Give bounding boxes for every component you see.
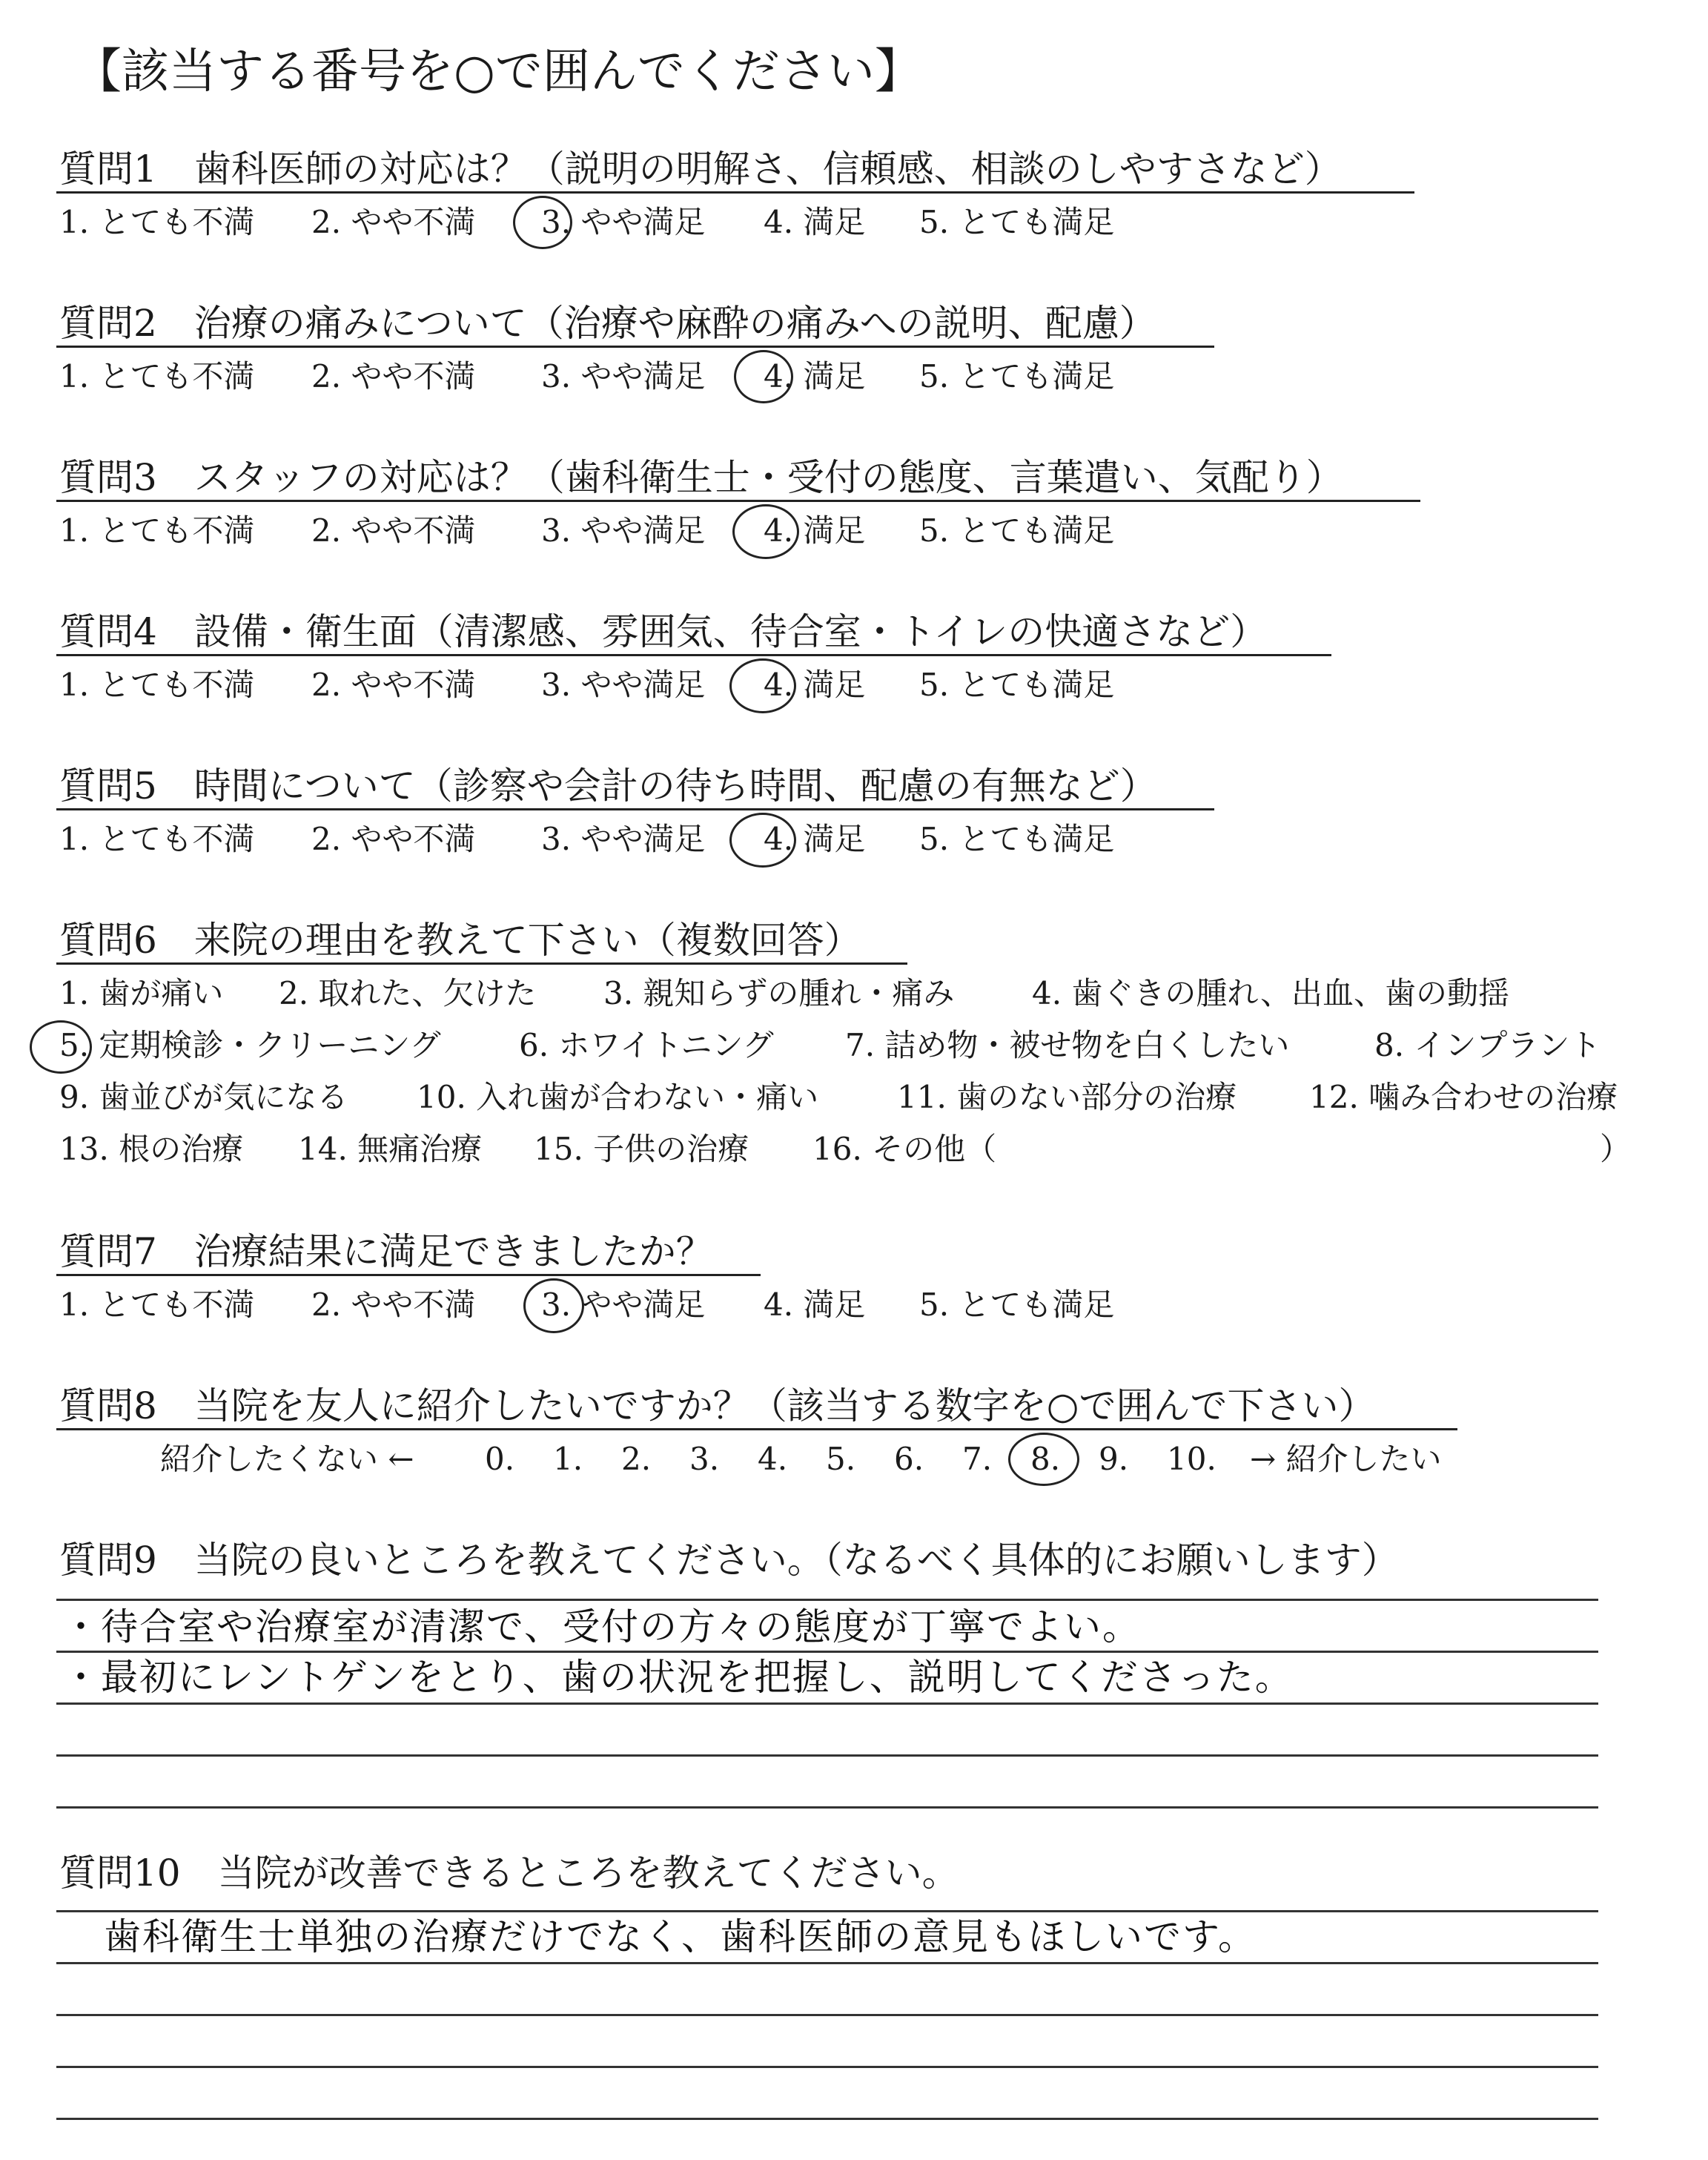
q8-selection-circle [1008,1433,1079,1486]
q6-option-9[interactable]: 9. 歯並びが気になる [59,1079,348,1115]
q5-selection-circle [729,813,796,868]
q3-option-1[interactable]: 1. とても不満 [59,512,255,549]
q1-option-4[interactable]: 4. 満足 [764,204,866,240]
q7-option-3[interactable]: 3. やや満足 [541,1287,706,1323]
q4-option-4[interactable]: 4. 満足 [764,667,866,703]
question-4-title: 質問4 設備・衛生面（清潔感、雰囲気、待合室・トイレの快適さなど） [59,610,1268,653]
q3-option-5[interactable]: 5. とても満足 [919,512,1115,549]
q9-answer-line-5 [56,1806,1598,1809]
question-6-title: 質問6 来院の理由を教えて下さい（複数回答） [59,919,861,962]
q10-answer-line-5 [56,2118,1598,2120]
q4-option-2[interactable]: 2. やや不満 [311,667,476,703]
q5-option-2[interactable]: 2. やや不満 [311,821,476,857]
q7-option-4[interactable]: 4. 満足 [764,1287,866,1323]
question-7-underline [56,1274,761,1276]
question-9-title: 質問9 当院の良いところを教えてください。（なるべく具体的にお願いします） [59,1539,1399,1582]
q2-option-1[interactable]: 1. とても不満 [59,358,255,394]
q6-option-2[interactable]: 2. 取れた、欠けた [279,975,537,1011]
question-5-underline [56,808,1214,810]
q8-right-label: → 紹介したい [1250,1441,1442,1477]
question-1-underline [56,191,1414,194]
question-7-title: 質問7 治療結果に満足できましたか？ [59,1230,713,1273]
question-2-options [59,356,1245,397]
q6-option-3[interactable]: 3. 親知らずの腫れ・痛み [603,975,955,1011]
question-8-title: 質問8 当院を友人に紹介したいですか？（該当する数字を○で囲んで下さい） [59,1384,1376,1427]
q3-option-2[interactable]: 2. やや不満 [311,512,476,549]
q6-option-7[interactable]: 7. 詰め物・被せ物を白くしたい [845,1027,1290,1063]
q8-scale-10[interactable]: 10. [1167,1441,1217,1477]
q7-option-1[interactable]: 1. とても不満 [59,1287,255,1323]
q9-answer-line-4 [56,1754,1598,1757]
q8-scale-4[interactable]: 4. [758,1441,788,1477]
q8-scale-9[interactable]: 9. [1099,1441,1129,1477]
q8-scale-2[interactable]: 2. [621,1441,652,1477]
question-2-underline [56,346,1214,348]
q10-handwritten-answer-1: 歯科衛生士単独の治療だけでなく、歯科医師の意見もほしいです。 [104,1915,1257,1958]
q1-option-2[interactable]: 2. やや不満 [311,204,476,240]
q4-option-1[interactable]: 1. とても不満 [59,667,255,703]
q7-selection-circle [523,1278,584,1333]
q10-answer-line-1 [56,1910,1598,1912]
q6-option-6[interactable]: 6. ホワイトニング [519,1027,774,1063]
q9-answer-line-3 [56,1702,1598,1705]
question-4-underline [56,654,1331,656]
q1-option-5[interactable]: 5. とても満足 [919,204,1115,240]
q6-selection-circle [30,1020,92,1074]
q2-option-3[interactable]: 3. やや満足 [541,358,706,394]
q6-option-13[interactable]: 13. 根の治療 [59,1131,244,1167]
question-4-options [59,664,1245,706]
q10-answer-line-4 [56,2066,1598,2068]
q6-option-16-other[interactable]: 16. その他（ [812,1131,997,1167]
q6-option-11[interactable]: 11. 歯のない部分の治療 [897,1079,1237,1115]
q7-option-5[interactable]: 5. とても満足 [919,1287,1115,1323]
page-title: 【該当する番号を○で囲んでください】 [74,44,922,99]
question-3-underline [56,500,1420,502]
q9-answer-line-1 [56,1599,1598,1601]
q5-option-5[interactable]: 5. とても満足 [919,821,1115,857]
q3-option-4[interactable]: 4. 満足 [764,512,866,549]
question-8-underline [56,1428,1457,1430]
q3-selection-circle [732,504,799,559]
q6-option-10[interactable]: 10. 入れ歯が合わない・痛い [417,1079,819,1115]
q6-option-8[interactable]: 8. インプラント [1374,1027,1601,1063]
q3-option-3[interactable]: 3. やや満足 [541,512,706,549]
question-1-options [59,202,1245,243]
q6-option-5[interactable]: 5. 定期検診・クリーニング [59,1027,441,1063]
q8-left-label: 紹介したくない ← [160,1441,414,1477]
question-5-title: 質問5 時間について（診察や会計の待ち時間、配慮の有無など） [59,764,1157,807]
q1-selection-circle [513,196,572,249]
q6-option-1[interactable]: 1. 歯が痛い [59,975,224,1011]
q9-answer-line-2 [56,1651,1598,1653]
q2-option-2[interactable]: 2. やや不満 [311,358,476,394]
q8-scale-0[interactable]: 0. [485,1441,515,1477]
q2-option-4[interactable]: 4. 満足 [764,358,866,394]
q5-option-4[interactable]: 4. 満足 [764,821,866,857]
q8-scale-8[interactable]: 8. [1030,1441,1061,1477]
q5-option-1[interactable]: 1. とても不満 [59,821,255,857]
question-3-title: 質問3 スタッフの対応は？（歯科衛生士・受付の態度、言葉遣い、気配り） [59,456,1343,499]
q8-scale-6[interactable]: 6. [894,1441,924,1477]
q8-scale-3[interactable]: 3. [689,1441,720,1477]
q5-option-3[interactable]: 3. やや満足 [541,821,706,857]
q4-option-3[interactable]: 3. やや満足 [541,667,706,703]
q6-option-4[interactable]: 4. 歯ぐきの腫れ、出血、歯の動揺 [1032,975,1509,1011]
q4-selection-circle [729,658,796,713]
q9-handwritten-answer-1: ・待合室や治療室が清潔で、受付の方々の態度が丁寧でよい。 [62,1605,1141,1648]
q4-option-5[interactable]: 5. とても満足 [919,667,1115,703]
question-2-title: 質問2 治療の痛みについて（治療や麻酔の痛みへの説明、配慮） [59,302,1156,345]
q9-handwritten-answer-2: ・最初にレントゲンをとり、歯の状況を把握し、説明してくださった。 [62,1656,1294,1699]
question-5-options [59,819,1245,860]
q6-other-close-paren: ） [1600,1131,1632,1167]
q6-option-14[interactable]: 14. 無痛治療 [298,1131,483,1167]
q1-option-1[interactable]: 1. とても不満 [59,204,255,240]
q2-selection-circle [734,350,793,403]
question-1-title: 質問1 歯科医師の対応は？（説明の明解さ、信頼感、相談のしやすさなど） [59,148,1342,191]
q1-option-3[interactable]: 3. やや満足 [541,204,706,240]
q8-scale-1[interactable]: 1. [553,1441,583,1477]
question-7-options [59,1284,1245,1326]
q7-option-2[interactable]: 2. やや不満 [311,1287,476,1323]
question-3-options [59,510,1245,552]
question-6-underline [56,962,907,965]
q8-scale-5[interactable]: 5. [826,1441,856,1477]
q8-scale-7[interactable]: 7. [962,1441,993,1477]
question-10-title: 質問10 当院が改善できるところを教えてください。 [59,1852,959,1895]
q10-answer-line-3 [56,2014,1598,2016]
q6-option-15[interactable]: 15. 子供の治療 [534,1131,749,1167]
q6-option-12[interactable]: 12. 噛み合わせの治療 [1309,1079,1618,1115]
q10-answer-line-2 [56,1962,1598,1964]
q2-option-5[interactable]: 5. とても満足 [919,358,1115,394]
